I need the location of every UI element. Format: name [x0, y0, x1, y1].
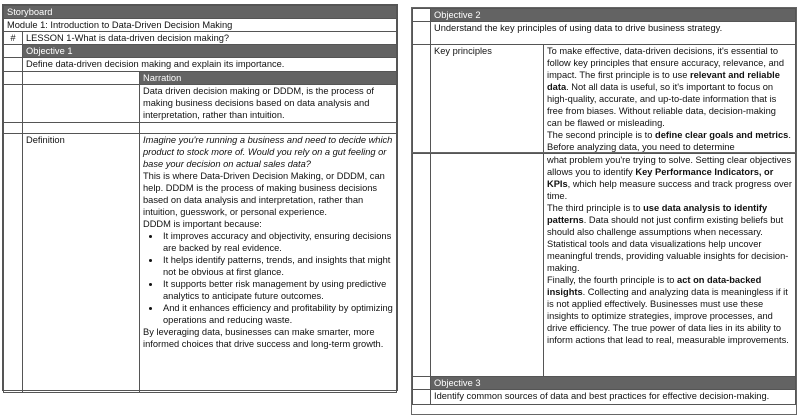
objective-3-header: Objective 3: [431, 377, 796, 390]
storyboard-right-top-page: [411, 7, 797, 154]
module-title: Module 1: Introduction to Data-Driven Decision Making: [4, 19, 397, 32]
bullet-item: • It improves accuracy and objectivity, ensuring decisions are backed by real evidence.: [161, 230, 393, 254]
key-principles-text: To make effective, data-driven decisions, it's essential to follow key principles that ensure accuracy, relevance, and impact. The first principle is to use relevant and reliable data. Not all data is useful, so it's important to focus on high-quality, accurate, and up-to-date information that is free from biases. Without reliable data, decision-making can be flawed or misleading. The second principle is to define clear goals and metrics. Before analyzing data, you need to determine: [544, 45, 796, 154]
storyboard-left-page: [2, 4, 398, 391]
objective-2-header: Objective 2: [431, 9, 796, 22]
lesson-title: LESSON 1-What is data-driven decision making?: [23, 32, 397, 45]
narration-header: Narration: [140, 72, 397, 85]
key-principles-label: Key principles: [431, 45, 544, 154]
definition-intro: Imagine you're running a business and need to decide which product to stock more of. Would you rely on a gut feeling or base your decision on actual sales data?: [143, 135, 393, 169]
hash-cell: #: [4, 32, 23, 45]
objective-2-continued-table: [412, 153, 796, 405]
definition-content: [140, 134, 397, 393]
objective-3-text: Identify common sources of data and best practices for effective decision-making.: [431, 390, 796, 405]
bullet-item: • It supports better risk management by using predictive analytics to anticipate future outcomes.: [161, 278, 393, 302]
objective-1-text: Define data-driven decision making and explain its importance.: [23, 58, 397, 72]
storyboard-table: [3, 5, 397, 393]
objective-2-table: [412, 8, 796, 154]
insights-emphasis: act on data-backed insights: [547, 275, 762, 297]
relevant-data-emphasis: relevant and reliable data: [547, 70, 780, 92]
narration-text: Data driven decision making or DDDM, is the process of making business decisions based on data analysis and interpretation, rather than intuition.: [140, 85, 397, 123]
definition-label: Definition: [23, 134, 140, 393]
objective-1-header: Objective 1: [23, 45, 397, 58]
storyboard-header: Storyboard: [4, 6, 397, 19]
kpi-emphasis: Key Performance Indicators, or KPIs: [547, 167, 774, 189]
bullet-item: • And it enhances efficiency and profitability by optimizing operations and reducing waste.: [161, 302, 393, 326]
storyboard-right-bottom-page: [411, 152, 797, 415]
patterns-emphasis: use data analysis to identify patterns: [547, 203, 768, 225]
definition-closing: By leveraging data, businesses can make smarter, more informed choices that drive success and long-term growth.: [143, 327, 384, 349]
bullet-item: • It helps identify patterns, trends, and insights that might not be obvious at first glance.: [161, 254, 393, 278]
clear-goals-emphasis: define clear goals and metrics: [655, 130, 789, 140]
objective-2-text: Understand the key principles of using data to drive business strategy.: [431, 22, 796, 45]
definition-paragraph-2: DDDM is important because:: [143, 219, 262, 229]
importance-bullet-list: [143, 230, 393, 326]
key-principles-continued: what problem you're trying to solve. Setting clear objectives allows you to identify Key Performance Indicators, or KPIs, which help measure success and track progress over time. The third principle is to use data analysis to identify patterns. Data should not just confirm existing beliefs but should also challenge assumptions when necessary. Statistical tools and data visualizations help uncover meaningful trends, providing valuable insights for decision-making. Finally, the fourth principle is to act on data-backed insights. Collecting and analyzing data is meaningless if it is not applied effectively. Businesses must use these insights to optimize strategies, improve processes, and drive efficiency. The true power of data lies in its ability to inform actions that lead to real, measurable improvements.: [544, 154, 796, 377]
definition-paragraph-1: This is where Data-Driven Decision Making, or DDDM, can help. DDDM is the process of making business decisions based on data analysis and interpretation, rather than intuition, guesswork, or personal experience.: [143, 171, 385, 217]
